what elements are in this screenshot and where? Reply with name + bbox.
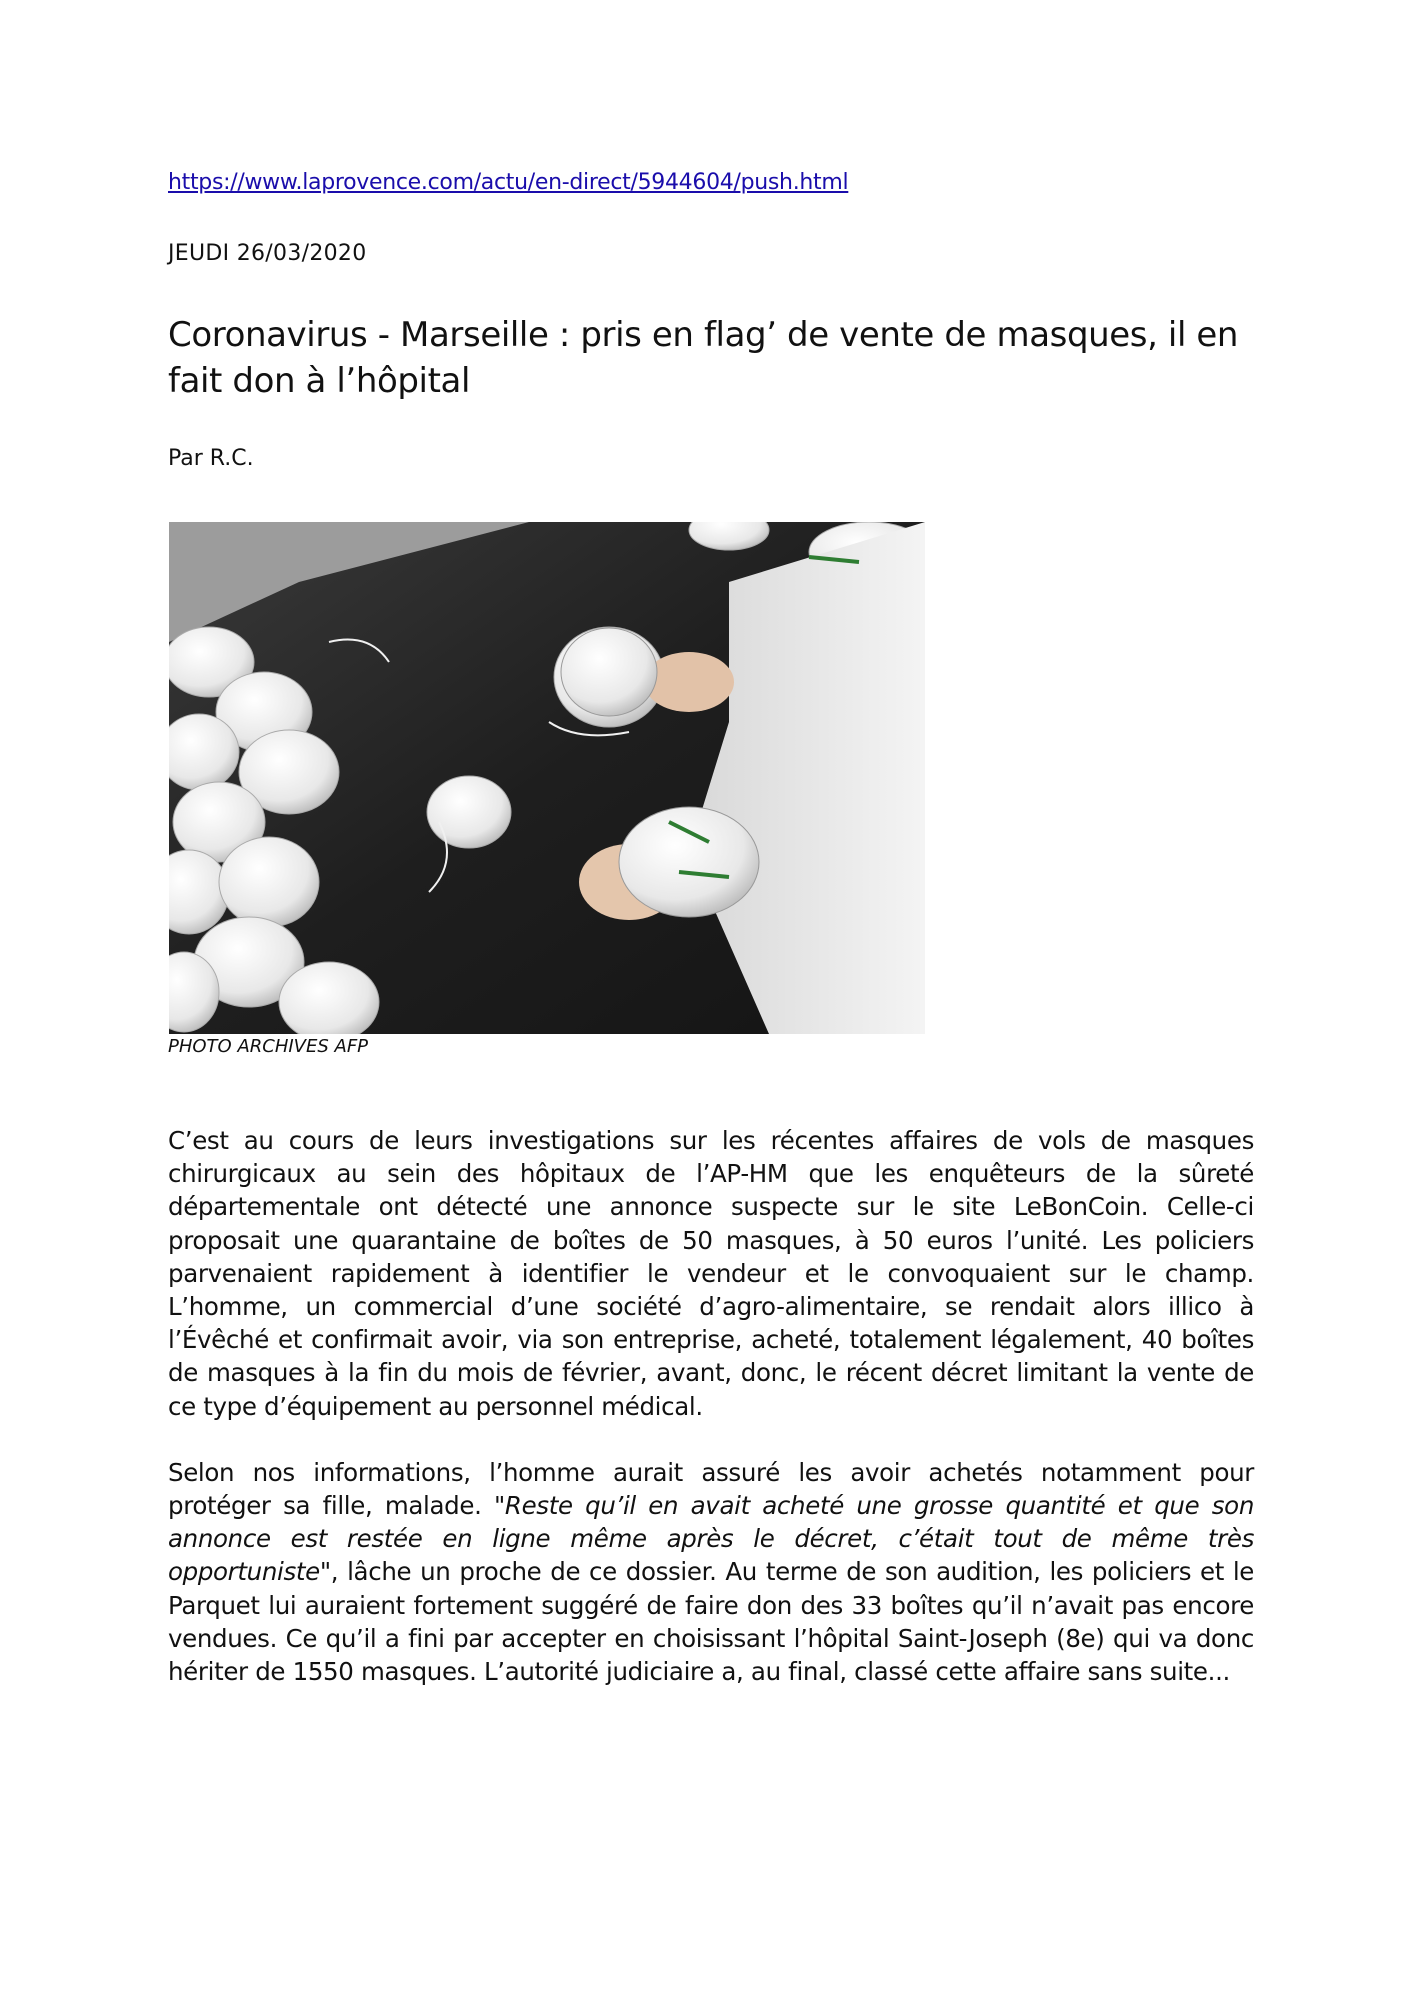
paragraph: C’est au cours de leurs investigations sur les récentes affaires de vols de masques chirurgicaux au sein des hôpitaux de l’AP-HM que les enquêteurs de la sûreté départementale ont détecté une annonce suspecte sur le site LeBonCoin. Celle-ci proposait une quarantaine de boîtes de 50 masques, à 50 euros l’unité. Les policiers parvenaient rapidement à identifier le vendeur et le convoquaient sur le champ. L’homme, un commercial d’une société d’agro-alimentaire, se rendait alors illico à l’Évêché et confirmait avoir, via son entreprise, acheté, totalement légalement, 40 boîtes de masques à la fin du mois de février, avant, donc, le récent décret limitant la vente de ce type d’équipement au personnel médical. [168,1126,1254,1421]
paragraph-text: ", lâche un proche de ce dossier. Au terme de son audition, les policiers et le Parquet lui auraient fortement suggéré de faire don des 33 boîtes qu’il n’avait pas encore vendues. Ce qu’il a fini par accepter en choisissant l’hôpital Saint-Joseph (8e) qui va donc hériter de 1550 masques. L’autorité judiciaire a, au final, classé cette affaire sans suite... [168,1557,1254,1687]
source-link[interactable]: https://www.laprovence.com/actu/en-direct/5944604/push.html [168,170,849,195]
photo-caption: PHOTO ARCHIVES AFP [168,1036,369,1057]
paragraph-text: Selon nos informations, l’homme aurait assuré les avoir achetés notamment pour protéger sa fille, malade. " [168,1457,1254,1521]
paragraph [168,1456,1254,1688]
quote: Reste qu’il en avait acheté une grosse quantité et que son annonce est restée en ligne même après le décret, c’était tout de même très opportuniste [168,1491,1255,1587]
article-byline: Par R.C. [168,446,254,471]
article-date: JEUDI 26/03/2020 [168,241,367,266]
article-title: Coronavirus - Marseille : pris en flag’ de vente de masques, il en fait don à l’hôpital [168,315,1239,401]
article-body [168,1124,1254,1721]
article-photo [169,522,925,1034]
